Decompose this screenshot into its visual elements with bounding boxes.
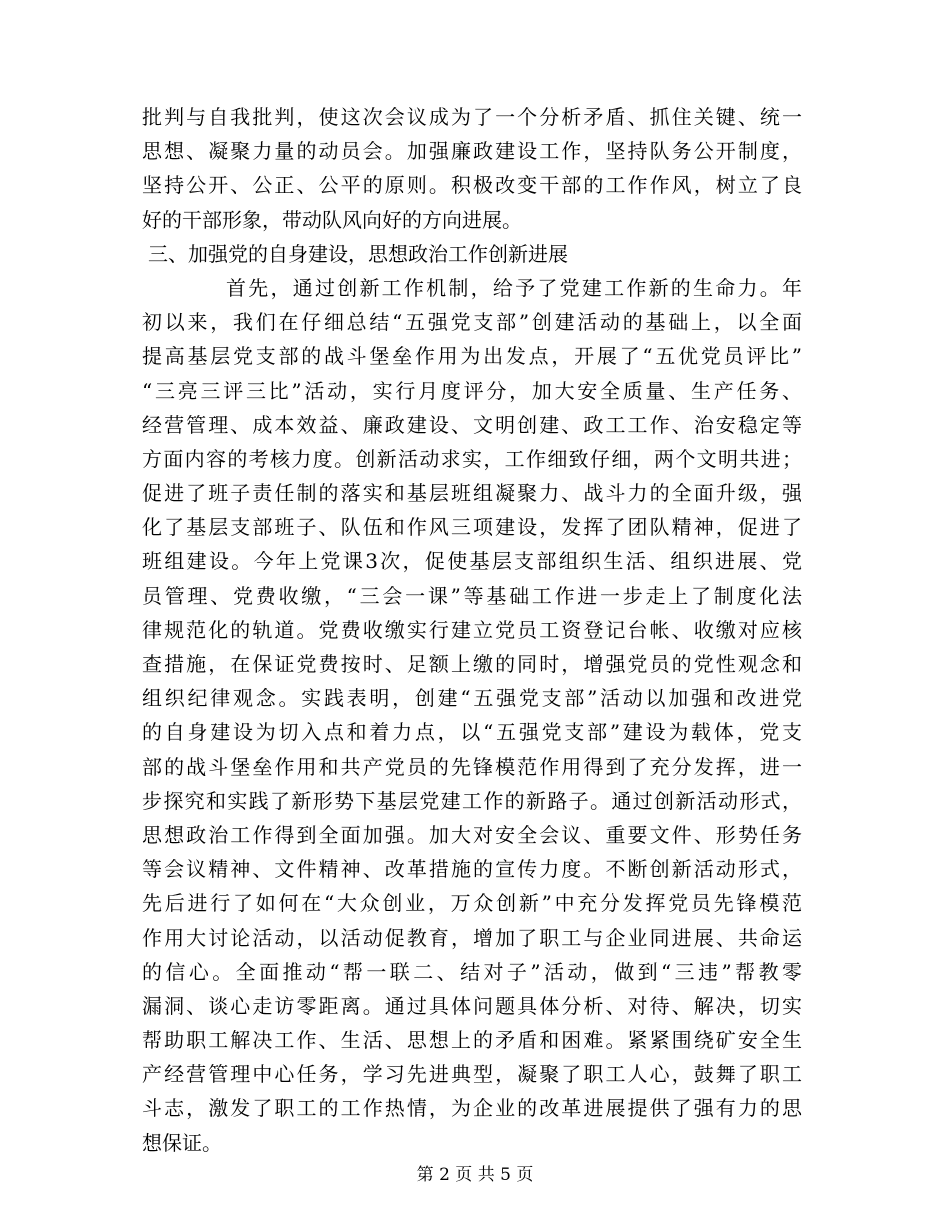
paragraph-line: 批判与自我批判，使这次会议成为了一个分析矛盾、抓住关键、统一	[142, 105, 802, 129]
paragraph-line: 的自身建设为切入点和着力点，以“五强党支部”建设为载体，党支	[142, 720, 802, 745]
paragraph-line: 思想政治工作得到全面加强。加大对安全会议、重要文件、形势任务	[142, 822, 802, 847]
paragraph-line: 查措施，在保证党费按时、足额上缴的同时，增强党员的党性观念和	[142, 652, 802, 676]
paragraph-line: 步探究和实践了新形势下基层党建工作的新路子。通过创新活动形式，	[142, 788, 802, 813]
paragraph-line: 员管理、党费收缴，“三会一课”等基础工作进一步走上了制度化法	[142, 583, 802, 608]
paragraph-line: 组织纪律观念。实践表明，创建“五强党支部”活动以加强和改进党	[142, 686, 802, 711]
paragraph-line: 好的干部形象，带动队风向好的方向进展。	[142, 207, 522, 232]
paragraph-line: 帮助职工解决工作、生活、思想上的矛盾和困难。紧紧围绕矿安全生	[142, 1028, 802, 1053]
paragraph-line: 作用大讨论活动，以活动促教育，增加了职工与企业同进展、共命运	[142, 925, 802, 950]
document-body	[142, 100, 802, 1160]
paragraph-line: 提高基层党支部的战斗堡垒作用为出发点，开展了“五优党员评比”	[142, 344, 802, 369]
paragraph-line: 方面内容的考核力度。创新活动求实，工作细致仔细，两个文明共进；	[142, 446, 802, 471]
paragraph-line: 先后进行了如何在“大众创业，万众创新”中充分发挥党员先锋模范	[142, 891, 802, 916]
paragraph-line: 等会议精神、文件精神、改革措施的宣传力度。不断创新活动形式，	[142, 857, 802, 882]
paragraph-line: 初以来，我们在仔细总结“五强党支部”创建活动的基础上，以全面	[142, 310, 802, 335]
paragraph-line: 促进了班子责任制的落实和基层班组凝聚力、战斗力的全面升级，强	[142, 481, 802, 506]
paragraph-line: 化了基层支部班子、队伍和作风三项建设，发挥了团队精神，促进了	[142, 515, 802, 540]
paragraph-line: 部的战斗堡垒作用和共产党员的先锋模范作用得到了充分发挥，进一	[142, 754, 802, 779]
paragraph-line: 首先，通过创新工作机制，给予了党建工作新的生命力。年	[226, 275, 802, 300]
paragraph-line: “三亮三评三比”活动，实行月度评分，加大安全质量、生产任务、	[142, 378, 802, 403]
paragraph-line: 漏洞、谈心走访零距离。通过具体问题具体分析、对待、解决，切实	[142, 993, 802, 1018]
page-number-footer: 第 2 页 共 5 页	[416, 1165, 534, 1185]
paragraph-line: 班组建设。今年上党课3次，促使基层支部组织生活、组织进展、党	[142, 549, 802, 574]
paragraph-line: 产经营管理中心任务，学习先进典型，凝聚了职工人心，鼓舞了职工	[142, 1062, 802, 1087]
paragraph-line: 经营管理、成本效益、廉政建设、文明创建、政工工作、治安稳定等	[142, 412, 802, 437]
section-heading: 三、加强党的自身建设，思想政治工作创新进展	[148, 241, 568, 266]
paragraph-line: 想保证。	[142, 1130, 222, 1155]
paragraph-line: 的信心。全面推动“帮一联二、结对子”活动，做到“三违”帮教零	[142, 959, 802, 984]
paragraph-line: 思想、凝聚力量的动员会。加强廉政建设工作，坚持队务公开制度，	[142, 139, 802, 164]
paragraph-line: 律规范化的轨道。党费收缴实行建立党员工资登记台帐、收缴对应核	[142, 617, 802, 642]
paragraph-line: 坚持公开、公正、公平的原则。积极改变干部的工作作风，树立了良	[142, 173, 802, 198]
paragraph-line: 斗志，激发了职工的工作热情，为企业的改革进展提供了强有力的思	[142, 1096, 802, 1121]
